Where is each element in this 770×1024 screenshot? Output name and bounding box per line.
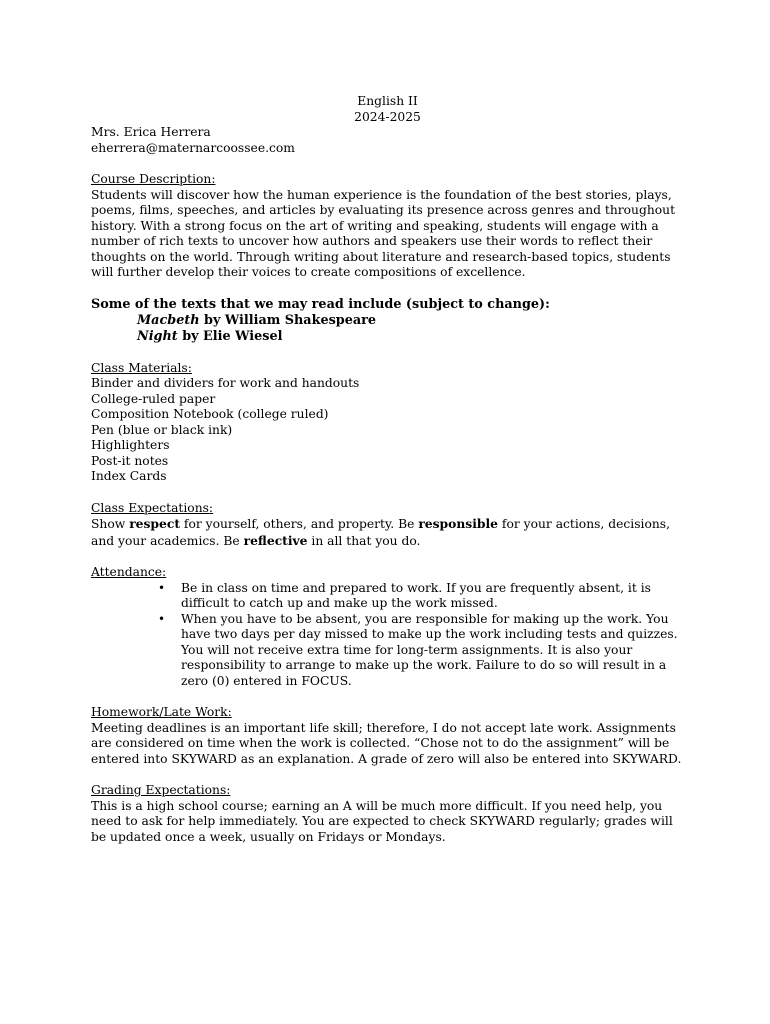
texts-heading: Some of the texts that we may read include (subject to change): <box>91 296 550 312</box>
list-item: Binder and dividers for work and handouts <box>91 376 360 390</box>
list-item: Composition Notebook (college ruled) <box>91 407 329 421</box>
course-description-heading: Course Description: <box>91 172 216 186</box>
list-item: College-ruled paper <box>91 391 216 406</box>
text-item-night <box>91 329 684 345</box>
materials-list <box>91 376 684 485</box>
expectations-text: for yourself, others, and property. Be <box>180 517 419 531</box>
bullet-icon: • <box>158 580 166 595</box>
attendance-item-text: Be in class on time and prepared to work. If you are frequently absent, it is difficult to catch up and make up the work missed. <box>181 580 651 610</box>
keyword-responsible: responsible <box>418 516 498 531</box>
text-author: by Elie Wiesel <box>177 328 283 344</box>
bullet-icon: • <box>158 611 166 626</box>
list-item: Highlighters <box>91 438 170 452</box>
text-title: Night <box>137 328 178 344</box>
expectations-text: Show <box>91 517 130 531</box>
homework-body: Meeting deadlines is an important life skill; therefore, I do not accept late work. Assignments are considered on time when the work is collected. “Chose not to do the assignment” will be entered into SKYWARD as an explanation. A grade of zero will also be entered into SKYWARD. <box>91 720 682 766</box>
teacher-name: Mrs. Erica Herrera <box>91 125 211 139</box>
list-item: Index Cards <box>91 469 167 483</box>
materials-heading: Class Materials: <box>91 360 192 375</box>
expectations-text: in all that you do. <box>307 533 421 548</box>
course-description-body: Students will discover how the human experience is the foundation of the best stories, plays, poems, films, speeches, and articles by evaluating its presence across genres and throughout history. With a strong focus on the art of writing and speaking, students will engage with a number of rich texts to uncover how authors and speakers use their words to reflect their thoughts on the world. Through writing about literature and research-based topics, students will further develop their voices to create compositions of excellence. <box>91 187 676 279</box>
attendance-item-text: When you have to be absent, you are responsible for making up the work. You have two days per day missed to make up the work including tests and quizzes. You will not receive extra time for long-term assignments. It is also your responsibility to arrange to make up the work. Failure to do so will result in a zero (0) entered in FOCUS. <box>181 611 678 688</box>
text-item-macbeth <box>91 313 684 329</box>
school-year: 2024-2025 <box>354 109 421 124</box>
grading-heading: Grading Expectations: <box>91 783 231 797</box>
expectations-text: for your actions, decisions, and your academics. Be <box>91 517 670 548</box>
keyword-reflective: reflective <box>243 532 308 548</box>
attendance-list <box>91 581 684 690</box>
text-title: Macbeth <box>137 312 200 328</box>
list-item <box>91 612 684 690</box>
keyword-respect: respect <box>129 516 181 531</box>
list-item: Post-it notes <box>91 453 169 468</box>
grading-body: This is a high school course; earning an A will be much more difficult. If you need help, you need to ask for help immediately. You are expected to check SKYWARD regularly; grades will be updated once a week, usually on Fridays or Mondays. <box>91 798 673 844</box>
teacher-email: eherrera@maternarcoossee.com <box>91 140 295 155</box>
expectations-body <box>91 516 684 549</box>
list-item <box>91 581 684 612</box>
text-author: by William Shakespeare <box>199 312 377 328</box>
homework-heading: Homework/Late Work: <box>91 705 232 719</box>
course-title: English II <box>357 94 418 108</box>
attendance-heading: Attendance: <box>91 565 167 579</box>
expectations-heading: Class Expectations: <box>91 500 214 515</box>
list-item: Pen (blue or black ink) <box>91 422 233 437</box>
